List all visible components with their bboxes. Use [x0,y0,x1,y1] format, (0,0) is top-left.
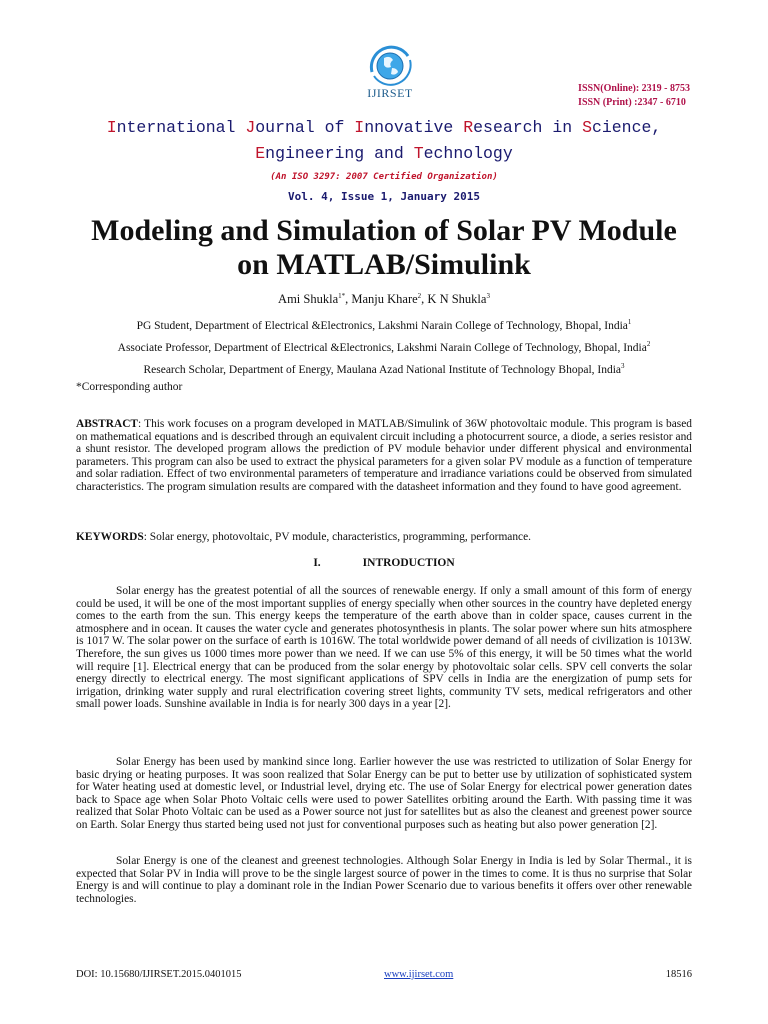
abstract-label: ABSTRACT [76,418,139,430]
iso-certification: (An ISO 3297: 2007 Certified Organization) [270,172,498,182]
journal-title-word: esearch in [473,118,583,137]
page-number: 18516 [665,969,692,980]
affiliation-2: Associate Professor, Department of Electrical &Electronics, Lakshmi Narain College of Technology, Bhopal, India$^2$ [117,340,651,354]
journal-title-line1 [0,118,768,137]
doi: DOI: 10.15680/IJIRSET.2015.0401015 [76,969,242,980]
section-heading-introduction [0,557,768,569]
author-name: Manju Khare [351,292,418,307]
issn-online: ISSN(Online): 2319 - 8753 [578,83,690,94]
intro-paragraph-3: Solar Energy is one of the cleanest and greenest technologies. Although Solar Energy in India is led by Solar Thermal., it is expected that Solar PV in India will prove to be the single largest source of power in the times to come. It is thus no surprise that Solar Energy is and will continue to play a dominant role in the Indian Power Scenario due to various benefits it offers over other renewable technologies. [76,855,692,905]
keywords [76,531,692,544]
section-title: INTRODUCTION [362,557,455,569]
keywords-text: : Solar energy, photovoltaic, PV module, characteristics, programming, performance. [143,531,532,543]
author-name: K N Shukla [427,292,487,307]
author-affiliation-mark: 3 [486,292,490,300]
journal-title-word: echnology [423,144,513,163]
author-list: Ami Shukla$^{1*}$, Manju Khare$^2$, K N Shukla$^3$ [278,292,490,307]
journal-title-initial: I [106,118,117,137]
abstract-text: : This work focuses on a program developed in MATLAB/Simulink of 36W photovoltaic module. This program is based on mathematical equations and is described through an equivalent circuit including a photocurrent source, a diode, a series resistor and a shunt resistor. The developed program allows the prediction of PV module behavior under different physical and environmental parameters. This program can also be used to extract the physical parameters for a given solar PV module as a function of temperature and solar radiation. Effect of two environmental parameters of temperature and irradiance variations could be observed from simulated characteristics. The program simulation results are compared with the datasheet information and they found to have good agreement. [76,418,692,493]
journal-title-initial: S [582,118,592,137]
journal-title-line2 [0,144,768,163]
keywords-label: KEYWORDS [76,531,144,543]
journal-logo [350,42,430,106]
author-affiliation-mark: 2 [417,292,422,300]
journal-title-initial: I [354,118,365,137]
journal-title-word: nternational [116,118,246,137]
volume-issue: Vol. 4, Issue 1, January 2015 [287,190,481,203]
issn-block [578,82,690,110]
paper-title-line1: Modeling and Simulation of Solar PV Module [91,214,677,247]
journal-title-word: cience, [591,118,662,137]
issn-print: ISSN (Print) :2347 - 6710 [578,97,686,108]
author-name: Ami Shukla [278,292,339,307]
journal-website-link[interactable]: www.ijirset.com [384,969,454,980]
author-affiliation-mark: 1* [338,292,346,300]
journal-title-word: ournal of [255,118,355,137]
journal-title-initial: R [463,118,474,137]
paper-title [40,214,728,282]
paper-title-line2: on MATLAB/Simulink [237,248,531,281]
corresponding-author-note: *Corresponding author [76,381,183,393]
journal-title-word: ngineering and [265,144,414,163]
journal-title-initial: E [255,144,266,163]
intro-paragraph-2: Solar Energy has been used by mankind since long. Earlier however the use was restricted to utilization of Solar Energy for basic drying or heating purposes. It was soon realized that Solar Energy can be put to better use by utilization of sophisticated system for Water heating used at domestic level, or Industrial level, drying etc. The use of Solar Energy for electrical power generation dates back to Space age when Solar Photo Voltaic cells were used to power Satellites orbiting around the Earth. With passing time it was realized that Solar Photo Voltaic can be used as a Power source not just for satellites but as also the cleanest and greenest power source on Earth. Solar Energy thus started being used not just for conventional purposes such as heating but also power generation [2]. [76,756,692,831]
globe-icon [364,42,416,88]
affiliation-3: Research Scholar, Department of Energy, Maulana Azad National Institute of Technology Bhopal, India$^3$ [143,362,625,376]
logo-text: IJIRSET [367,86,413,100]
journal-title-initial: J [245,118,256,137]
journal-title-word: nnovative [364,118,464,137]
abstract [76,418,692,494]
section-number: I. [313,557,321,569]
affiliation-1: PG Student, Department of Electrical &Electronics, Lakshmi Narain College of Technology, Bhopal, India$^1$ [136,318,632,332]
intro-paragraph-1: Solar energy has the greatest potential of all the sources of renewable energy. If only a small amount of this form of energy could be used, it will be one of the most important supplies of energy specially when other sources in the country have depleted energy comes to the earth from the sun. This energy keeps the temperature of the earth above than in colder space, causes current in the atmosphere and in ocean. It causes the water cycle and generates photosynthesis in plants. The solar power where sun hits atmosphere is 1017 W. The solar power on the surface of earth is 1016W. The total worldwide power demand of all needs of civilization is 1013W. Therefore, the sun gives us 1000 times more power than we need. If we can use 5% of this energy, it will be 50 times what the world will require [1]. Electrical energy that can be produced from the solar energy by photovoltaic solar cells. SPV cell converts the solar energy directly to electrical energy. The most significant applications of SPV cells in India are the energization of pump sets for irrigation, drinking water supply and rural electrification covering street lights, community TV sets, medical refrigerators and other small power loads. Sunshine available in India is for nearly 300 days in a year [2]. [76,585,692,711]
journal-title-initial: T [413,144,424,163]
